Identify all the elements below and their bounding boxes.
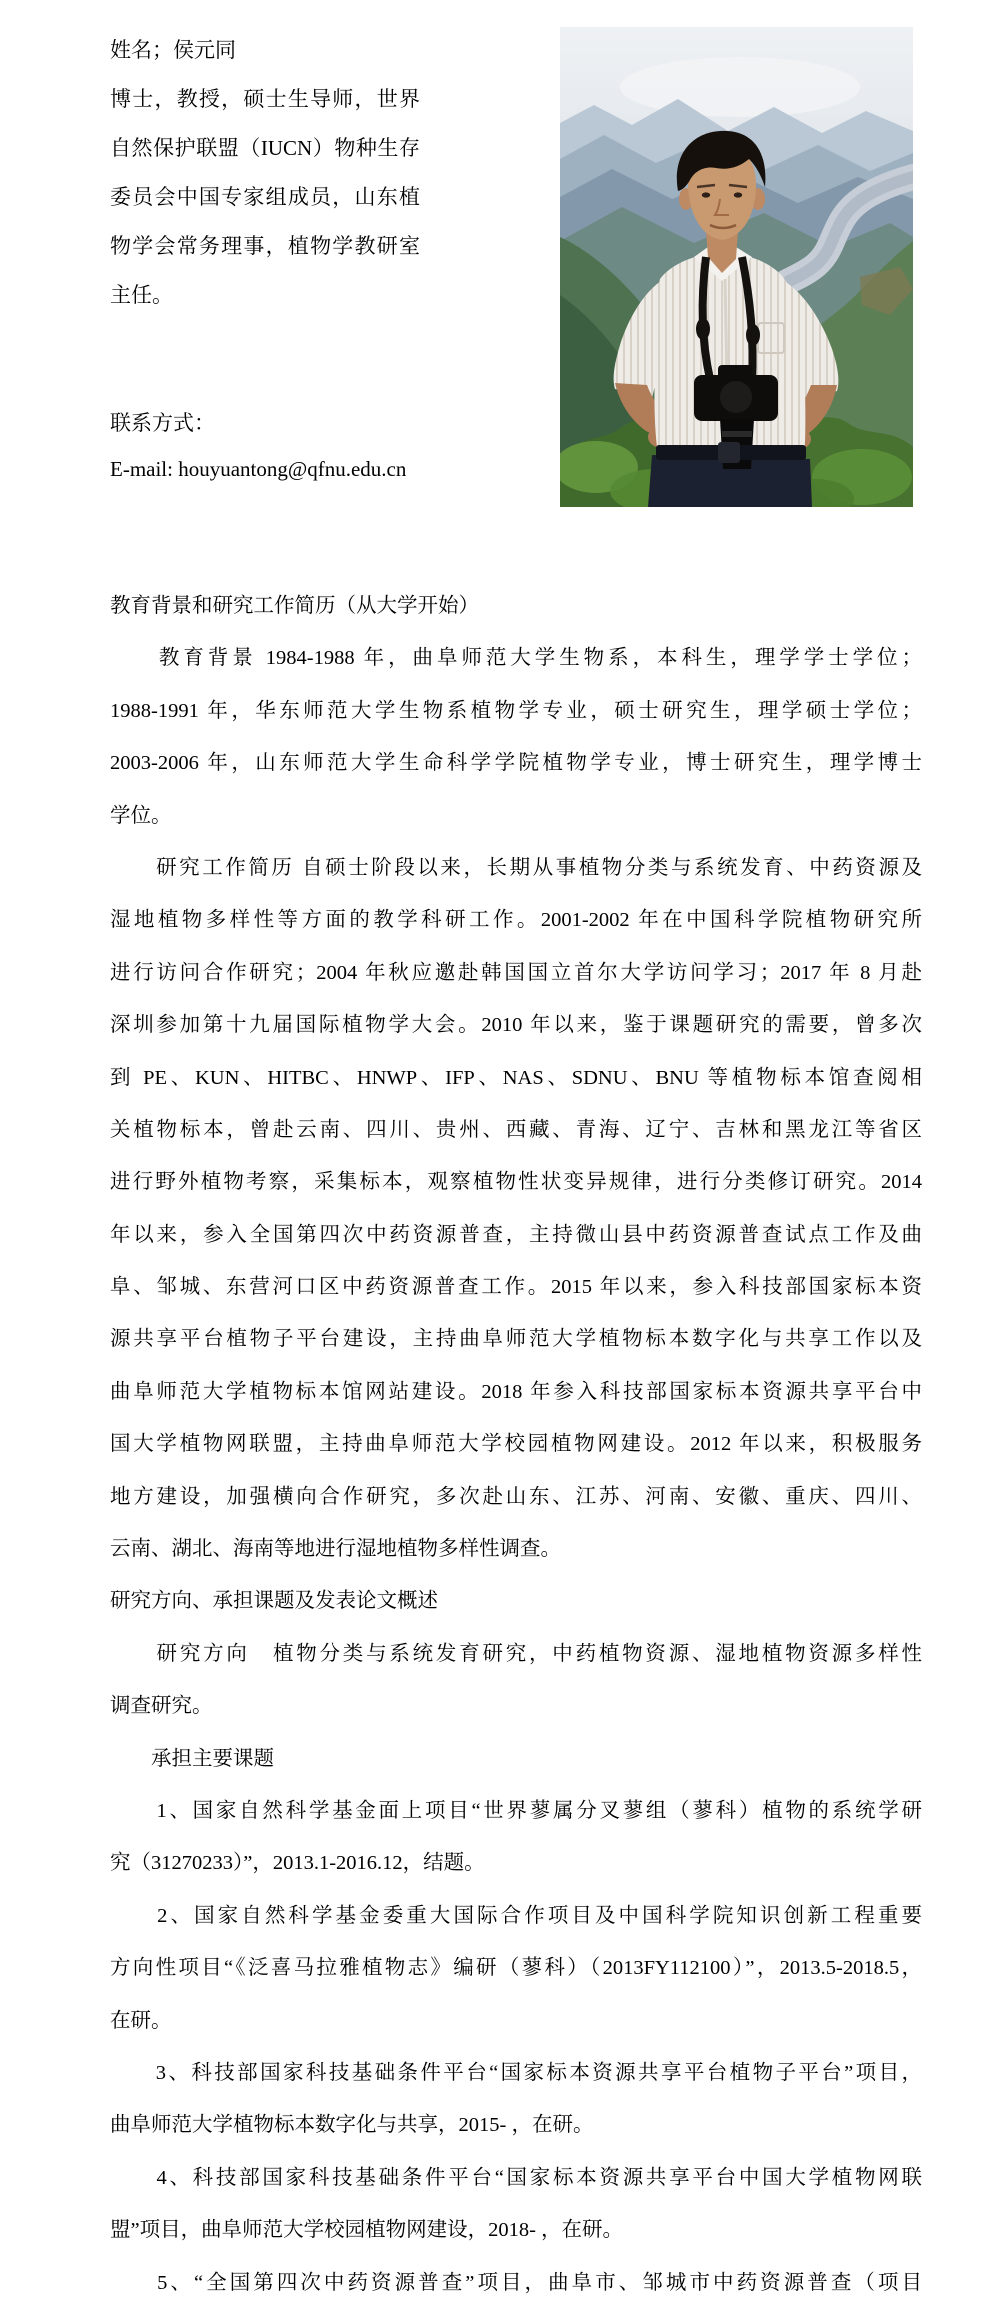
text-line: 物学会常务理事，植物学教研室 — [110, 234, 420, 258]
text-line: 盟”项目，曲阜师范大学校园植物网建设，2018- ，在研。 — [110, 2219, 624, 2242]
text-line: 进行野外植物考察，采集标本，观察植物性状变异规律，进行分类修订研究。2014 — [110, 1171, 922, 1194]
contact-section — [110, 400, 510, 492]
contact-email: E-mail: houyuantong@qfnu.edu.cn — [110, 457, 407, 481]
text-line: 姓名；侯元同 — [110, 38, 236, 62]
text-line: 曲阜师范大学植物标本馆网站建设。2018 年参入科技部国家标本资源共享平台中 — [110, 1380, 922, 1403]
text-line: 云南、湖北、海南等地进行湿地植物多样性调查。 — [110, 1538, 561, 1561]
text-line: 研究方向、承担课题及发表论文概述 — [110, 1590, 438, 1613]
mountain-portrait-art — [560, 27, 913, 507]
text-line: 1988-1991 年，华东师范大学生物系植物学专业，硕士研究生，理学硕士学位； — [110, 699, 922, 722]
text-line: 深圳参加第十九届国际植物学大会。2010 年以来，鉴于课题研究的需要，曾多次 — [110, 1014, 922, 1037]
text-line: 2、国家自然科学基金委重大国际合作项目及中国科学院知识创新工程重要 — [110, 1904, 922, 1927]
text-line: 主任。 — [110, 283, 173, 307]
text-line: 调查研究。 — [110, 1695, 213, 1718]
text-line: 研究方向 植物分类与系统发育研究，中药植物资源、湿地植物资源多样性 — [110, 1642, 922, 1665]
text-line: 在研。 — [110, 2009, 172, 2032]
profile-summary — [110, 26, 420, 320]
contact-label: 联系方式： — [110, 411, 215, 435]
text-line: 承担主要课题 — [110, 1747, 274, 1770]
profile-photo — [560, 27, 913, 507]
text-line: 湿地植物多样性等方面的教学科研工作。2001-2002 年在中国科学院植物研究所 — [110, 909, 922, 932]
text-line: 地方建设，加强横向合作研究，多次赴山东、江苏、河南、安徽、重庆、四川、 — [110, 1485, 922, 1508]
text-line: 源共享平台植物子平台建设，主持曲阜师范大学植物标本数字化与共享工作以及 — [110, 1328, 922, 1351]
text-line: 国大学植物网联盟，主持曲阜师范大学校园植物网建设。2012 年以来，积极服务 — [110, 1433, 922, 1456]
text-line: 到 PE、KUN、HITBC、HNWP、IFP、NAS、SDNU、BNU 等植物标本馆查阅相 — [110, 1066, 922, 1089]
text-line: 1、国家自然科学基金面上项目“世界蓼属分叉蓼组（蓼科）植物的系统学研 — [110, 1799, 922, 1822]
text-line: 研究工作简历 自硕士阶段以来，长期从事植物分类与系统发育、中药资源及 — [110, 856, 922, 879]
text-line: 2003-2006 年，山东师范大学生命科学学院植物学专业，博士研究生，理学博士 — [110, 752, 922, 775]
text-line: 究（31270233）”，2013.1-2016.12，结题。 — [110, 1852, 485, 1875]
text-line: 委员会中国专家组成员，山东植 — [110, 185, 420, 209]
text-line: 阜、邹城、东营河口区中药资源普查工作。2015 年以来，参入科技部国家标本资 — [110, 1276, 922, 1299]
text-line: 教育背景和研究工作简历（从大学开始） — [110, 595, 479, 617]
resume-body — [110, 580, 922, 2307]
text-line: 3、科技部国家科技基础条件平台“国家标本资源共享平台植物子平台”项目， — [110, 2061, 922, 2084]
text-line: 进行访问合作研究；2004 年秋应邀赴韩国国立首尔大学访问学习；2017 年 8 月赴 — [110, 961, 922, 984]
text-line: 关植物标本，曾赴云南、四川、贵州、西藏、青海、辽宁、吉林和黑龙江等省区 — [110, 1118, 922, 1141]
text-line: 方向性项目“《泛喜马拉雅植物志》编研（蓼科）（2013FY112100）”，2013.5-2018.5， — [110, 1957, 922, 1980]
text-line: 自然保护联盟（IUCN）物种生存 — [110, 136, 420, 160]
text-line: 曲阜师范大学植物标本数字化与共享，2015- ，在研。 — [110, 2114, 594, 2137]
text-line: 博士，教授，硕士生导师，世界 — [110, 87, 420, 111]
text-line: 学位。 — [110, 804, 172, 827]
text-line: 年以来，参入全国第四次中药资源普查，主持微山县中药资源普查试点工作及曲 — [110, 1223, 922, 1246]
text-line: 教育背景 1984-1988 年，曲阜师范大学生物系，本科生，理学学士学位； — [110, 647, 922, 670]
text-line: 5、“全国第四次中药资源普查”项目，曲阜市、邹城市中药资源普查（项目 — [110, 2271, 922, 2294]
text-line: 4、科技部国家科技基础条件平台“国家标本资源共享平台中国大学植物网联 — [110, 2166, 922, 2189]
